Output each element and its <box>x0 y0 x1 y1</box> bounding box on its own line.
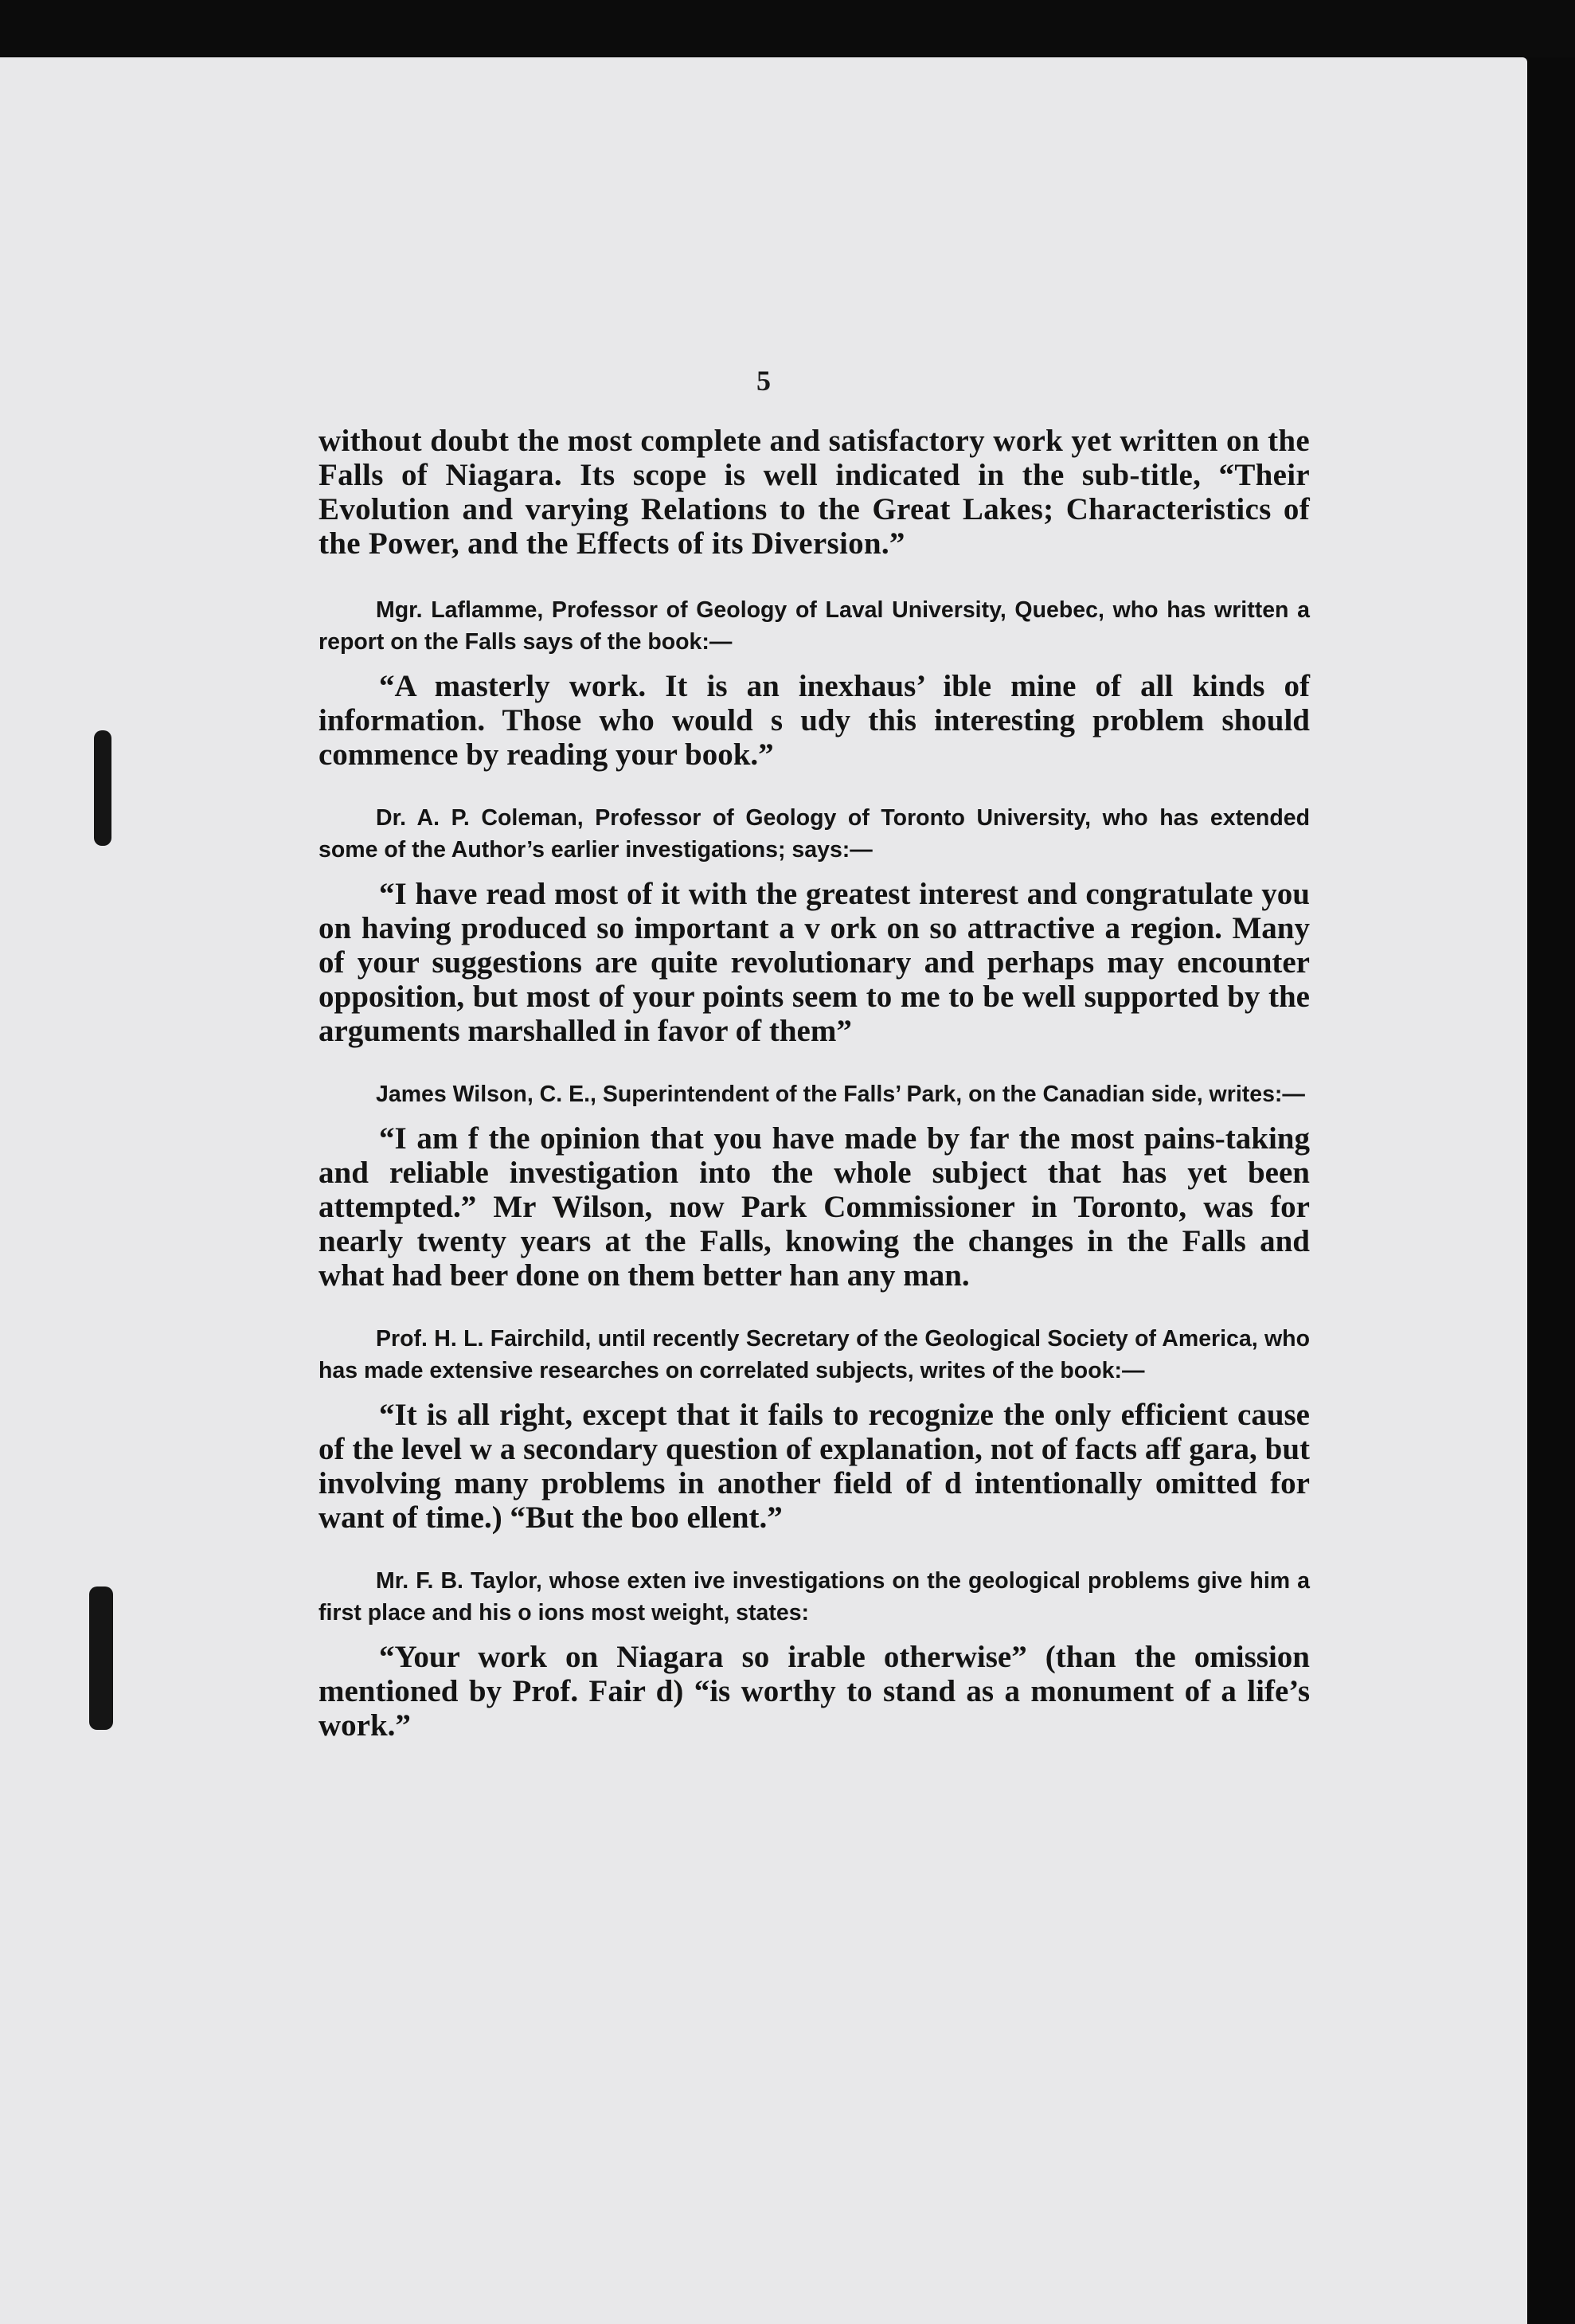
testimonial-quote: “It is all right, except that it fails to recognize the only efficient cause of the level w a secondary question of explanation, not of facts aff gara, but involving many problems in another field of d intentionally omitted for want of time.) “But the boo ellent.” <box>319 1398 1310 1535</box>
page-content <box>319 424 1310 1743</box>
testimonial-quote: “Your work on Niagara so irable otherwise” (than the omission mentioned by Prof. Fair d) “is worthy to stand as a monument of a life’s work.” <box>319 1640 1310 1743</box>
testimonial-attribution: Mgr. Laflamme, Professor of Geology of Laval University, Quebec, who has written a report on the Falls says of the book:— <box>319 597 1310 655</box>
testimonial-quote: “I have read most of it with the greatest interest and congratulate you on having produced so important a v ork on so attractive a region. Many of your suggestions are quite revolutionary and perhaps may encounter opposition, but most of your points seem to me to be well supported by the arguments marshalled in favor of them” <box>319 877 1310 1048</box>
testimonial-quote: “A masterly work. It is an inexhaus’ ible mine of all kinds of information. Those who would s udy this interesting problem should commence by reading your book.” <box>319 669 1310 772</box>
testimonial-attribution: Mr. F. B. Taylor, whose exten ive investigations on the geological problems give him a first place and his o ions most weight, states: <box>319 1568 1310 1626</box>
scan-border <box>1527 57 1575 2324</box>
testimonial-attribution: James Wilson, C. E., Superintendent of the Falls’ Park, on the Canadian side, writes:— <box>376 1082 1305 1107</box>
document-page <box>0 57 1527 2324</box>
ink-blot <box>89 1587 113 1730</box>
testimonial-quote: “I am f the opinion that you have made by far the most pains-taking and reliable investigation into the whole subject that has yet been attempted.” Mr Wilson, now Park Commissioner in Toronto, was for nearly twenty years at the Falls, knowing the changes in the Falls and what had beer done on them better han any man. <box>319 1121 1310 1293</box>
testimonial-attribution: Prof. H. L. Fairchild, until recently Secretary of the Geological Society of America, who has made extensive researches on correlated subjects, writes of the book:— <box>319 1326 1310 1383</box>
intro-paragraph: without doubt the most complete and satisfactory work yet written on the Falls of Niagara. Its scope is well indicated in the sub-title, “Their Evolution and varying Relations to the Great Lakes; Characteristics of the Power, and the Effects of its Diversion.” <box>319 424 1310 561</box>
ink-blot <box>94 730 111 846</box>
testimonial-attribution: Dr. A. P. Coleman, Professor of Geology of Toronto University, who has extended some of the Author’s earlier investigations; says:— <box>319 805 1310 863</box>
page-number: 5 <box>756 365 771 397</box>
